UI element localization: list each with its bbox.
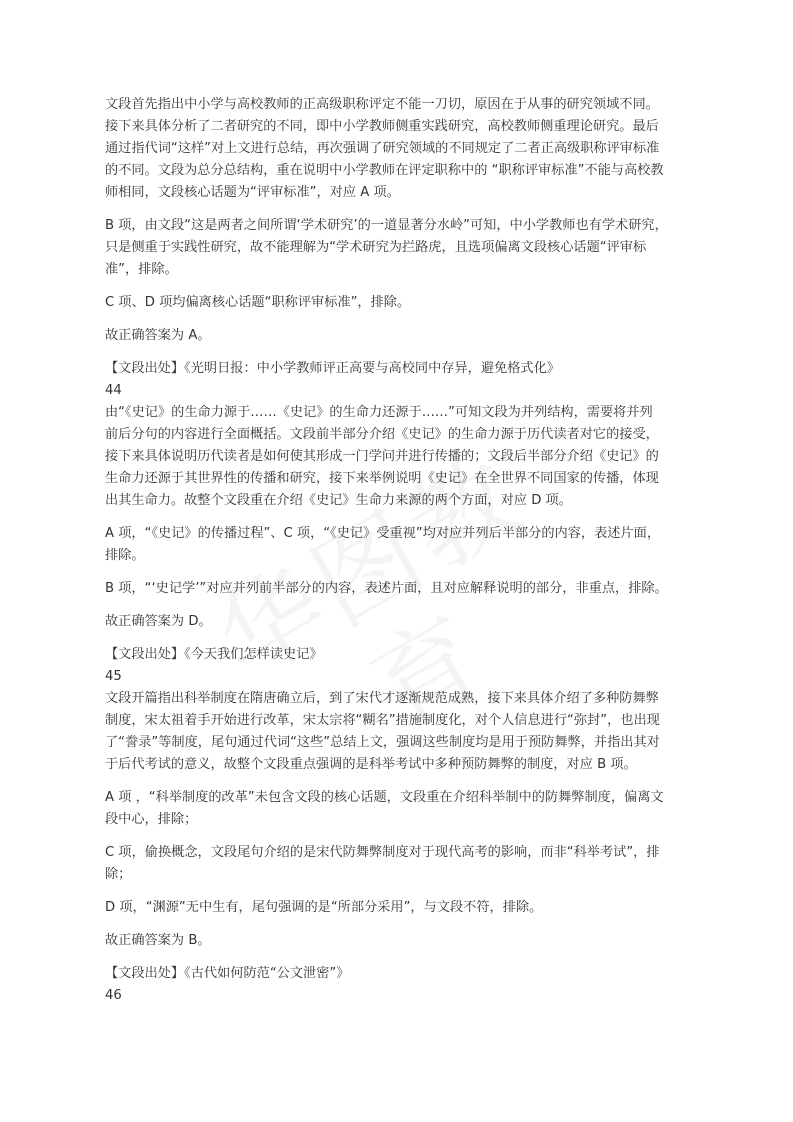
paragraph-43-option-cd: C 项、D 项均偏离核心话题“职称评审标准”，排除。: [105, 295, 411, 310]
question-number-46: 46: [105, 988, 122, 1003]
paragraph-43-option-b: B 项，由文段“这是两者之间所谓‘学术研究’的一道显著分水岭”可知，中小学教师也有学术研究， 只是侧重于实践性研究，故不能理解为“学术研究为拦路虎，且选项偏离文段核心话题“评审标 准”，排除。: [105, 218, 668, 277]
paragraph-45-answer: 故正确答案为 B。: [105, 933, 211, 948]
paragraph-44-answer: 故正确答案为 D。: [105, 614, 212, 629]
paragraph-43-analysis: 文段首先指出中小学与高校教师的正高级职称评定不能一刀切，原因在于从事的研究领域不同。 接下来具体分析了二者研究的不同，即中小学教师侧重实践研究，高校教师侧重理论研究。最后 通过指代词“这样”对上文进行总结，再次强调了研究领域的不同规定了二者正高级职称评审标准 的不同。文段为总分总结构，重在说明中小学教师在评定职称中的 “职称评审标准”不能与高校教 师相同，文段核心话题为“评审标准”，对应 A 项。: [105, 97, 664, 200]
paragraph-44-source: 【文段出处】《今天我们怎样读史记》: [105, 647, 323, 662]
paragraph-43-source: 【文段出处】《光明日报：中小学教师评正高要与高校同中存异，避免格式化》: [105, 361, 560, 376]
question-number-44: 44: [105, 383, 122, 398]
question-number-45: 45: [105, 669, 122, 684]
paragraph-45-option-c: C 项，偷换概念，文段尾句介绍的是宋代防舞弊制度对于现代高考的影响，而非“科举考试”，排 除；: [105, 845, 660, 882]
paragraph-45-analysis: 文段开篇指出科举制度在隋唐确立后，到了宋代才逐渐规范成熟，接下来具体介绍了多种防舞弊 制度，宋太祖着手开始进行改革，宋太宗将“糊名”措施制度化，对个人信息进行“弥封”，也出现 了“誊录”等制度，尾句通过代词“这些”总结上文，强调这些制度均是用于预防舞弊，并指出其对 于后代考试的意义，故整个文段重点强调的是科举考试中多种预防舞弊的制度，对应 B 项。: [105, 691, 660, 772]
paragraph-44-analysis: 由“《史记》的生命力源于……《史记》的生命力还源于……”可知文段为并列结构，需要将并列 前后分句的内容进行全面概括。文段前半部分介绍《史记》的生命力源于历代读者对它的接受， 接下来具体说明历代读者是如何使其形成一门学问并进行传播的；文段后半部分介绍《史记》的 生命力还源于其世界性的传播和研究，接下来举例说明《史记》在全世界不同国家的传播，体现 出其生命力。故整个文段重在介绍《史记》生命力来源的两个方面，对应 D 项。: [105, 405, 659, 508]
document-body: [105, 94, 689, 1007]
paragraph-45-option-a: A 项 ，“科举制度的改革”未包含文段的核心话题，文段重在介绍科举制中的防舞弊制度，偏离文 段中心，排除；: [105, 790, 664, 827]
paragraph-44-option-ac: A 项，“《史记》的传播过程”、C 项，“《史记》受重视”均对应并列后半部分的内容，表述片面， 排除。: [105, 526, 661, 563]
paragraph-44-option-b: B 项，“‘史记学’”对应并列前半部分的内容，表述片面，且对应解释说明的部分，非重点，排除。: [105, 581, 668, 596]
paragraph-43-answer: 故正确答案为 A。: [105, 328, 211, 343]
paragraph-45-option-d: D 项，“渊源”无中生有，尾句强调的是“所部分采用”，与文段不符，排除。: [105, 900, 543, 915]
paragraph-45-source: 【文段出处】《古代如何防范“公文泄密”》: [105, 966, 350, 981]
